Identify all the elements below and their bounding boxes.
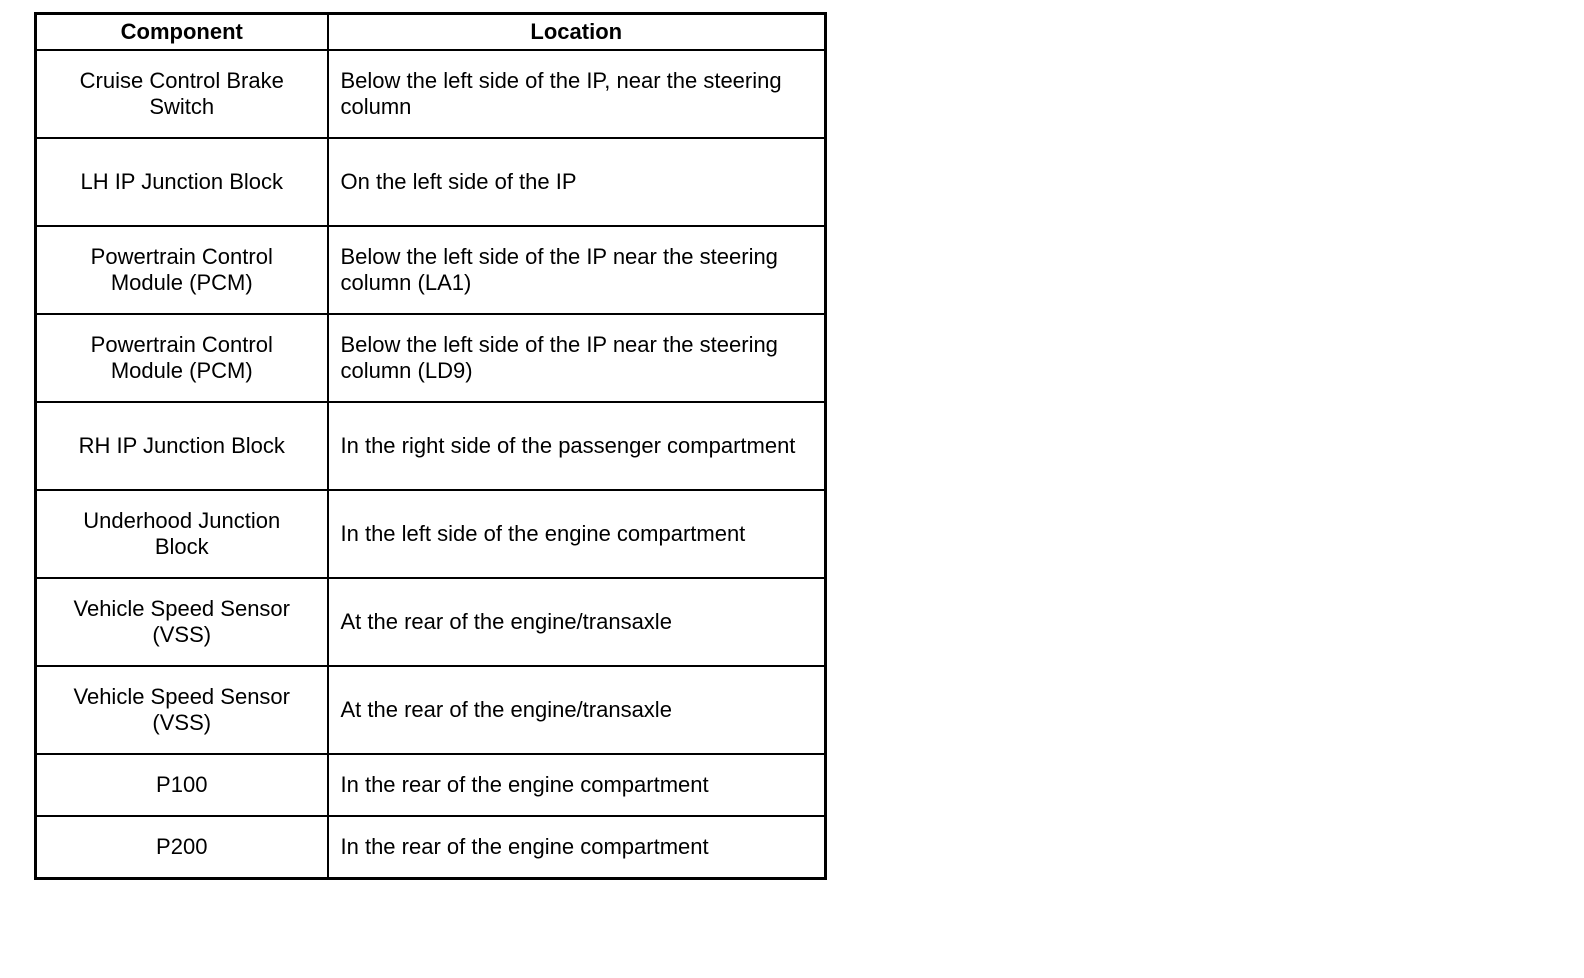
location-cell: In the left side of the engine compartment [328, 490, 826, 578]
table-row [36, 666, 826, 754]
component-cell: Cruise Control Brake Switch [36, 50, 328, 138]
column-header-location: Location [328, 14, 826, 51]
location-cell: On the left side of the IP [328, 138, 826, 226]
component-cell: Vehicle Speed Sensor (VSS) [36, 578, 328, 666]
component-cell: P100 [36, 754, 328, 816]
table-header-row [36, 14, 826, 51]
location-cell: Below the left side of the IP near the steering column (LA1) [328, 226, 826, 314]
table-row [36, 490, 826, 578]
location-cell: Below the left side of the IP near the steering column (LD9) [328, 314, 826, 402]
table-row [36, 226, 826, 314]
location-cell: In the rear of the engine compartment [328, 754, 826, 816]
location-cell: In the right side of the passenger compartment [328, 402, 826, 490]
component-cell: Powertrain Control Module (PCM) [36, 226, 328, 314]
table-row [36, 816, 826, 879]
location-cell: At the rear of the engine/transaxle [328, 666, 826, 754]
component-cell: Vehicle Speed Sensor (VSS) [36, 666, 328, 754]
location-cell: Below the left side of the IP, near the steering column [328, 50, 826, 138]
column-header-component: Component [36, 14, 328, 51]
component-location-table [34, 12, 827, 880]
table-row [36, 138, 826, 226]
component-cell: P200 [36, 816, 328, 879]
table-row [36, 314, 826, 402]
component-cell: RH IP Junction Block [36, 402, 328, 490]
location-cell: At the rear of the engine/transaxle [328, 578, 826, 666]
component-cell: Powertrain Control Module (PCM) [36, 314, 328, 402]
component-cell: LH IP Junction Block [36, 138, 328, 226]
component-cell: Underhood Junction Block [36, 490, 328, 578]
table-row [36, 578, 826, 666]
table-row [36, 754, 826, 816]
location-cell: In the rear of the engine compartment [328, 816, 826, 879]
table-row [36, 50, 826, 138]
table-row [36, 402, 826, 490]
